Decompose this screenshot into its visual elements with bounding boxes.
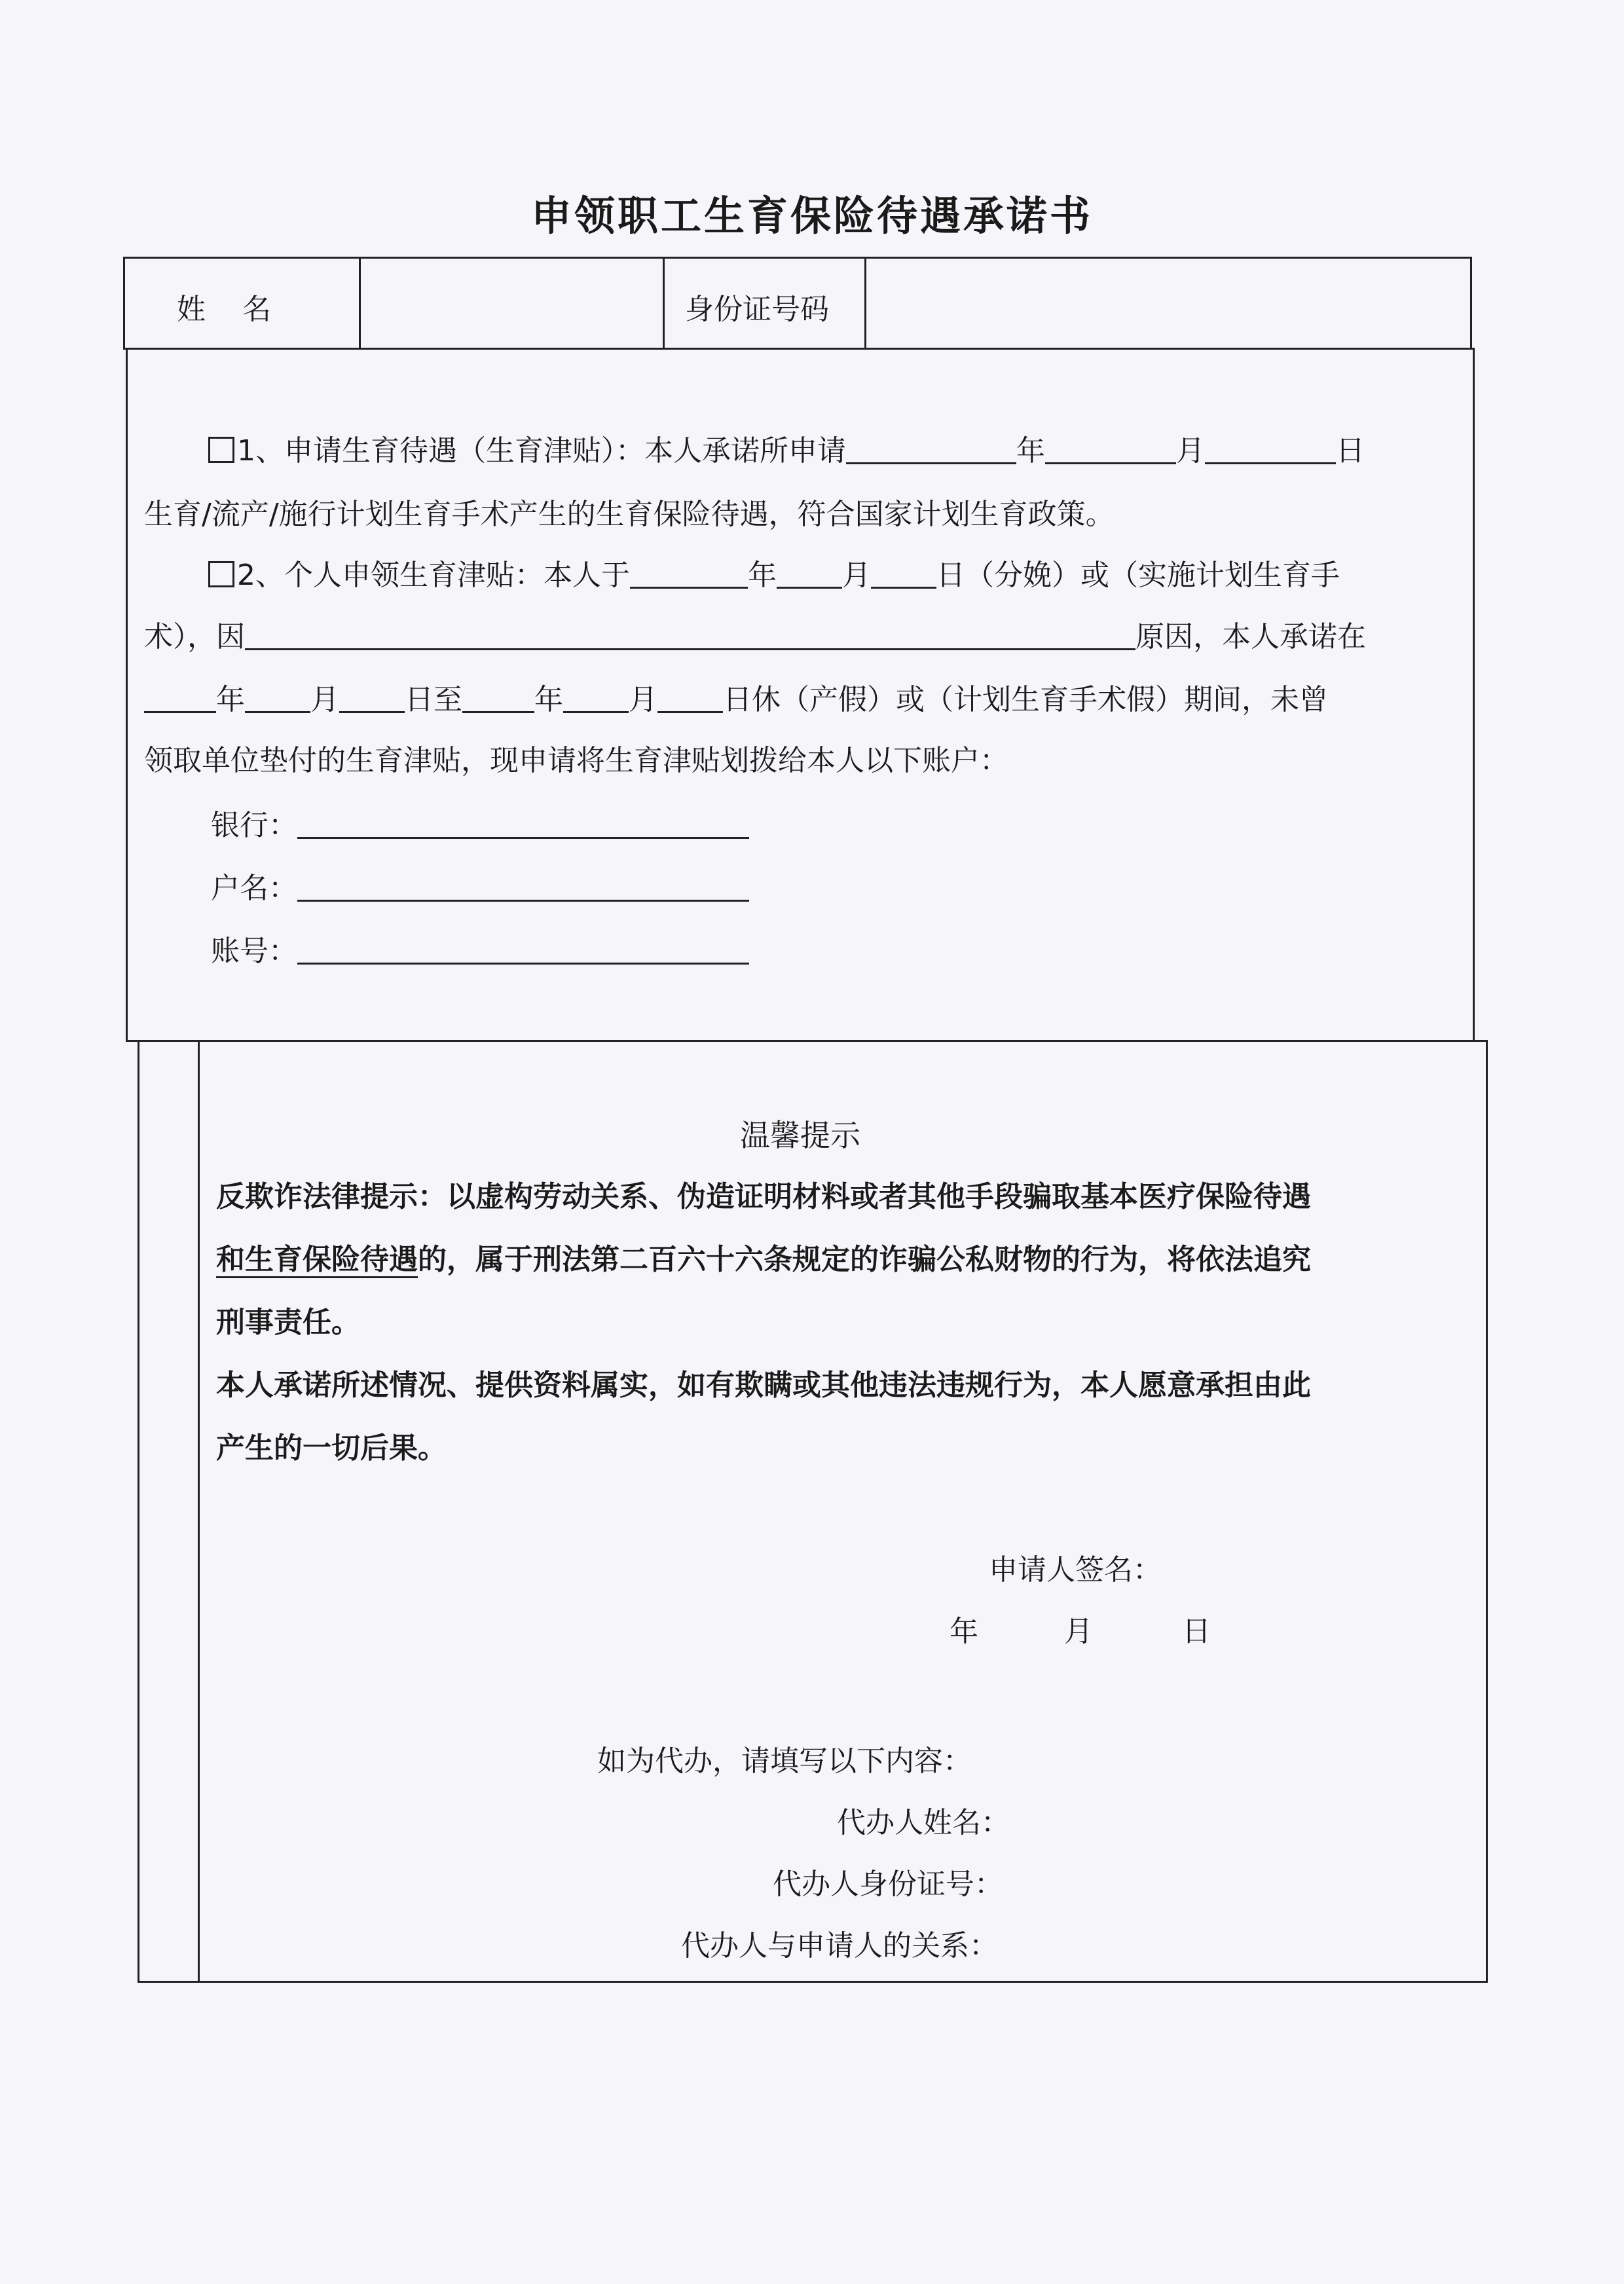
signature-date-month: 月 [1064, 1615, 1093, 1648]
start-month-blank[interactable] [245, 685, 310, 713]
item2-line3: 年 月 日至 年 月 日休（产假）或（计划生育手术假）期间，未曾 [144, 685, 1328, 714]
end-year-blank[interactable] [462, 685, 534, 713]
item2-month-blank[interactable] [777, 561, 842, 589]
proxy-id-label: 代办人身份证号： [773, 1868, 1003, 1901]
account-name-field[interactable] [297, 874, 749, 902]
start-year-blank[interactable] [144, 685, 216, 713]
end-month-blank[interactable] [563, 685, 629, 713]
notice-line2: 和生育保险待遇的，属于刑法第二百六十六条规定的诈骗公私财物的行为，将依法追究 [216, 1245, 1311, 1274]
name-value-field[interactable] [364, 261, 659, 346]
end-day-blank[interactable] [657, 685, 723, 713]
account-no-field[interactable] [297, 936, 749, 965]
item1-line2: 生育/流产/施行计划生育手术产生的生育保险待遇，符合国家计划生育政策。 [144, 498, 1115, 531]
notice-left-margin-line [198, 1040, 200, 1983]
item2-day-blank[interactable] [871, 561, 936, 589]
notice-line5: 产生的一切后果。 [216, 1431, 447, 1465]
header-divider [864, 257, 866, 350]
item2-line2: 术），因 原因，本人承诺在 [144, 620, 1366, 654]
item2-checkbox[interactable] [208, 561, 234, 587]
item1-year-blank[interactable] [846, 436, 1016, 464]
bank-row: 银行： [211, 811, 749, 840]
notice-title: 温馨提示 [740, 1118, 860, 1153]
notice-line1: 反欺诈法律提示：以虚构劳动关系、伪造证明材料或者其他手段骗取基本医疗保险待遇 [216, 1180, 1311, 1213]
signature-label: 申请人签名： [989, 1553, 1162, 1587]
notice-line3: 刑事责任。 [216, 1306, 360, 1339]
item1-day-blank[interactable] [1205, 436, 1336, 464]
proxy-intro: 如为代办，请填写以下内容： [597, 1744, 972, 1778]
form-title: 申领职工生育保险待遇承诺书 [530, 192, 1093, 240]
proxy-relation-label: 代办人与申请人的关系： [681, 1929, 998, 1962]
header-divider [663, 257, 665, 350]
item2-line1: 2、个人申领生育津贴：本人于 年 月 日（分娩）或（实施计划生育手 [208, 561, 1340, 590]
item1-line1: 1、申请生育待遇（生育津贴）：本人承诺所申请 年 月 日 [208, 436, 1365, 466]
header-divider [359, 257, 361, 350]
signature-date-year: 年 [950, 1615, 978, 1648]
item1-month-blank[interactable] [1045, 436, 1176, 464]
reason-blank[interactable] [245, 622, 1135, 650]
account-name-row: 户名： [211, 874, 749, 903]
name-label: 姓 名 [177, 293, 271, 326]
bank-field[interactable] [297, 811, 749, 839]
proxy-name-label: 代办人姓名： [837, 1806, 1010, 1839]
notice-line4: 本人承诺所述情况、提供资料属实，如有欺瞒或其他违法违规行为，本人愿意承担由此 [216, 1369, 1311, 1402]
item2-line4: 领取单位垫付的生育津贴，现申请将生育津贴划拨给本人以下账户： [144, 744, 1008, 777]
item1-checkbox[interactable] [208, 437, 234, 463]
id-label: 身份证号码 [685, 293, 829, 326]
id-value-field[interactable] [870, 261, 1466, 346]
account-no-row: 账号： [211, 936, 749, 966]
start-day-blank[interactable] [339, 685, 405, 713]
item2-year-blank[interactable] [630, 561, 748, 589]
signature-date-day: 日 [1182, 1615, 1211, 1648]
